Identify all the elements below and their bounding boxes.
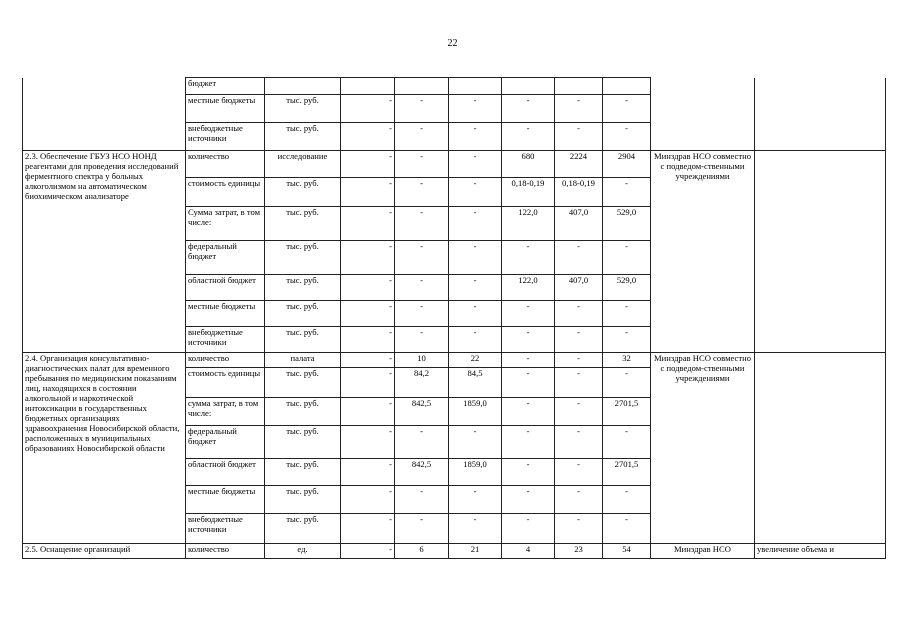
value-cell: -: [449, 241, 502, 275]
value-cell: -: [395, 275, 449, 301]
value-cell: -: [449, 275, 502, 301]
value-cell: -: [603, 426, 651, 459]
value-cell: -: [449, 95, 502, 123]
value-cell: -: [603, 301, 651, 327]
value-cell: -: [555, 459, 603, 486]
value-cell: 2701,5: [603, 398, 651, 426]
value-cell: -: [603, 486, 651, 514]
responsible-cell: Минздрав НСО совместно с подведом-ственными учреждениями: [651, 151, 755, 353]
value-cell: 54: [603, 544, 651, 559]
responsible-cell: [651, 78, 755, 151]
value-cell: -: [502, 123, 555, 151]
indicator-cell: федеральный бюджет: [186, 241, 265, 275]
unit-cell: тыс. руб.: [265, 327, 341, 353]
unit-cell: тыс. руб.: [265, 301, 341, 327]
value-cell: -: [603, 368, 651, 398]
indicator-cell: областной бюджет: [186, 275, 265, 301]
value-cell: -: [502, 301, 555, 327]
value-cell: 680: [502, 151, 555, 178]
value-cell: -: [603, 178, 651, 207]
value-cell: -: [502, 353, 555, 368]
unit-cell: тыс. руб.: [265, 95, 341, 123]
value-cell: -: [395, 178, 449, 207]
value-cell: -: [341, 275, 395, 301]
unit-cell: тыс. руб.: [265, 368, 341, 398]
value-cell: -: [341, 207, 395, 241]
value-cell: -: [502, 514, 555, 544]
indicator-cell: внебюджетные источники: [186, 327, 265, 353]
task-title-cell: 2.4. Организация консультативно-диагностических палат для временного пребывания по медицинским показаниям лиц, находящихся в состоянии алкогольной и наркотической интоксикации в государственных бюджетных организациях здравоохранения Новосибирской области, расположенных в муниципальных образованиях Новосибирской области: [23, 353, 186, 544]
indicator-cell: стоимость единицы: [186, 178, 265, 207]
value-cell: [395, 78, 449, 95]
unit-cell: палата: [265, 353, 341, 368]
value-cell: [603, 78, 651, 95]
value-cell: 0,18-0,19: [502, 178, 555, 207]
indicator-cell: федеральный бюджет: [186, 426, 265, 459]
value-cell: -: [555, 301, 603, 327]
value-cell: -: [395, 301, 449, 327]
value-cell: [449, 78, 502, 95]
value-cell: -: [449, 207, 502, 241]
value-cell: -: [341, 301, 395, 327]
value-cell: -: [555, 123, 603, 151]
unit-cell: тыс. руб.: [265, 178, 341, 207]
responsible-cell: Минздрав НСО совместно с подведом-ственными учреждениями: [651, 353, 755, 544]
value-cell: 1859,0: [449, 398, 502, 426]
unit-cell: тыс. руб.: [265, 426, 341, 459]
value-cell: 842,5: [395, 459, 449, 486]
value-cell: -: [341, 459, 395, 486]
value-cell: 407,0: [555, 207, 603, 241]
value-cell: -: [502, 368, 555, 398]
value-cell: 407,0: [555, 275, 603, 301]
value-cell: 842,5: [395, 398, 449, 426]
value-cell: -: [449, 327, 502, 353]
value-cell: 4: [502, 544, 555, 559]
indicator-cell: бюджет: [186, 78, 265, 95]
unit-cell: тыс. руб.: [265, 398, 341, 426]
value-cell: -: [341, 368, 395, 398]
value-cell: 32: [603, 353, 651, 368]
value-cell: 1859,0: [449, 459, 502, 486]
result-cell: [755, 78, 886, 151]
value-cell: 0,18-0,19: [555, 178, 603, 207]
value-cell: -: [449, 151, 502, 178]
value-cell: -: [502, 241, 555, 275]
value-cell: -: [603, 123, 651, 151]
unit-cell: тыс. руб.: [265, 514, 341, 544]
value-cell: -: [341, 398, 395, 426]
indicator-cell: внебюджетные источники: [186, 514, 265, 544]
indicator-cell: количество: [186, 544, 265, 559]
value-cell: -: [341, 178, 395, 207]
unit-cell: тыс. руб.: [265, 207, 341, 241]
indicator-cell: местные бюджеты: [186, 95, 265, 123]
value-cell: 10: [395, 353, 449, 368]
value-cell: 2701,5: [603, 459, 651, 486]
value-cell: 2224: [555, 151, 603, 178]
value-cell: -: [555, 241, 603, 275]
indicator-cell: областной бюджет: [186, 459, 265, 486]
value-cell: -: [603, 95, 651, 123]
value-cell: -: [341, 486, 395, 514]
value-cell: -: [341, 95, 395, 123]
value-cell: -: [502, 95, 555, 123]
value-cell: -: [395, 207, 449, 241]
result-cell: [755, 151, 886, 353]
value-cell: -: [555, 353, 603, 368]
value-cell: -: [555, 398, 603, 426]
page-number: 22: [447, 38, 458, 49]
value-cell: 22: [449, 353, 502, 368]
value-cell: -: [341, 426, 395, 459]
program-measures-table: [22, 77, 886, 559]
value-cell: -: [395, 514, 449, 544]
value-cell: -: [395, 151, 449, 178]
value-cell: 2904: [603, 151, 651, 178]
table-body: [23, 78, 886, 559]
value-cell: -: [502, 398, 555, 426]
unit-cell: тыс. руб.: [265, 275, 341, 301]
value-cell: -: [502, 327, 555, 353]
unit-cell: исследование: [265, 151, 341, 178]
table-row: [23, 353, 886, 368]
value-cell: -: [555, 95, 603, 123]
value-cell: -: [341, 241, 395, 275]
value-cell: -: [341, 544, 395, 559]
value-cell: -: [395, 426, 449, 459]
table-row: [23, 544, 886, 559]
value-cell: -: [395, 95, 449, 123]
value-cell: -: [502, 426, 555, 459]
value-cell: 529,0: [603, 275, 651, 301]
task-cell: [23, 78, 186, 151]
value-cell: -: [555, 327, 603, 353]
indicator-cell: внебюджетные источники: [186, 123, 265, 151]
indicator-cell: количество: [186, 353, 265, 368]
indicator-cell: местные бюджеты: [186, 301, 265, 327]
value-cell: -: [502, 459, 555, 486]
indicator-cell: Сумма затрат, в том числе:: [186, 207, 265, 241]
value-cell: 6: [395, 544, 449, 559]
task-title-cell: 2.3. Обеспечение ГБУЗ НСО НОНД реагентами для проведения исследований ферментного спектра у больных алкоголизмом на автоматическом биохимическом анализаторе: [23, 151, 186, 353]
value-cell: -: [341, 353, 395, 368]
unit-cell: [265, 78, 341, 95]
value-cell: -: [341, 123, 395, 151]
unit-cell: ед.: [265, 544, 341, 559]
value-cell: 21: [449, 544, 502, 559]
result-cell: [755, 353, 886, 544]
value-cell: -: [502, 486, 555, 514]
value-cell: [555, 78, 603, 95]
unit-cell: тыс. руб.: [265, 486, 341, 514]
value-cell: -: [449, 486, 502, 514]
indicator-cell: местные бюджеты: [186, 486, 265, 514]
value-cell: -: [449, 514, 502, 544]
value-cell: -: [341, 327, 395, 353]
value-cell: [502, 78, 555, 95]
value-cell: 84,5: [449, 368, 502, 398]
value-cell: -: [341, 514, 395, 544]
value-cell: -: [395, 486, 449, 514]
value-cell: 529,0: [603, 207, 651, 241]
value-cell: -: [555, 368, 603, 398]
value-cell: -: [341, 151, 395, 178]
value-cell: -: [555, 426, 603, 459]
table-row: [23, 151, 886, 178]
value-cell: -: [555, 486, 603, 514]
value-cell: 84,2: [395, 368, 449, 398]
value-cell: -: [395, 241, 449, 275]
value-cell: -: [603, 514, 651, 544]
value-cell: -: [449, 301, 502, 327]
indicator-cell: стоимость единицы: [186, 368, 265, 398]
value-cell: 122,0: [502, 207, 555, 241]
unit-cell: тыс. руб.: [265, 241, 341, 275]
value-cell: -: [555, 514, 603, 544]
result-cell: увеличение объема и: [755, 544, 886, 559]
value-cell: -: [395, 123, 449, 151]
indicator-cell: количество: [186, 151, 265, 178]
value-cell: 23: [555, 544, 603, 559]
unit-cell: тыс. руб.: [265, 459, 341, 486]
indicator-cell: сумма затрат, в том числе:: [186, 398, 265, 426]
value-cell: [341, 78, 395, 95]
task-title-cell: 2.5. Оснащение организаций: [23, 544, 186, 559]
unit-cell: тыс. руб.: [265, 123, 341, 151]
responsible-cell: Минздрав НСО: [651, 544, 755, 559]
value-cell: -: [449, 178, 502, 207]
value-cell: -: [603, 327, 651, 353]
value-cell: -: [449, 426, 502, 459]
table-row: [23, 78, 886, 95]
value-cell: -: [395, 327, 449, 353]
value-cell: -: [603, 241, 651, 275]
value-cell: -: [449, 123, 502, 151]
value-cell: 122,0: [502, 275, 555, 301]
